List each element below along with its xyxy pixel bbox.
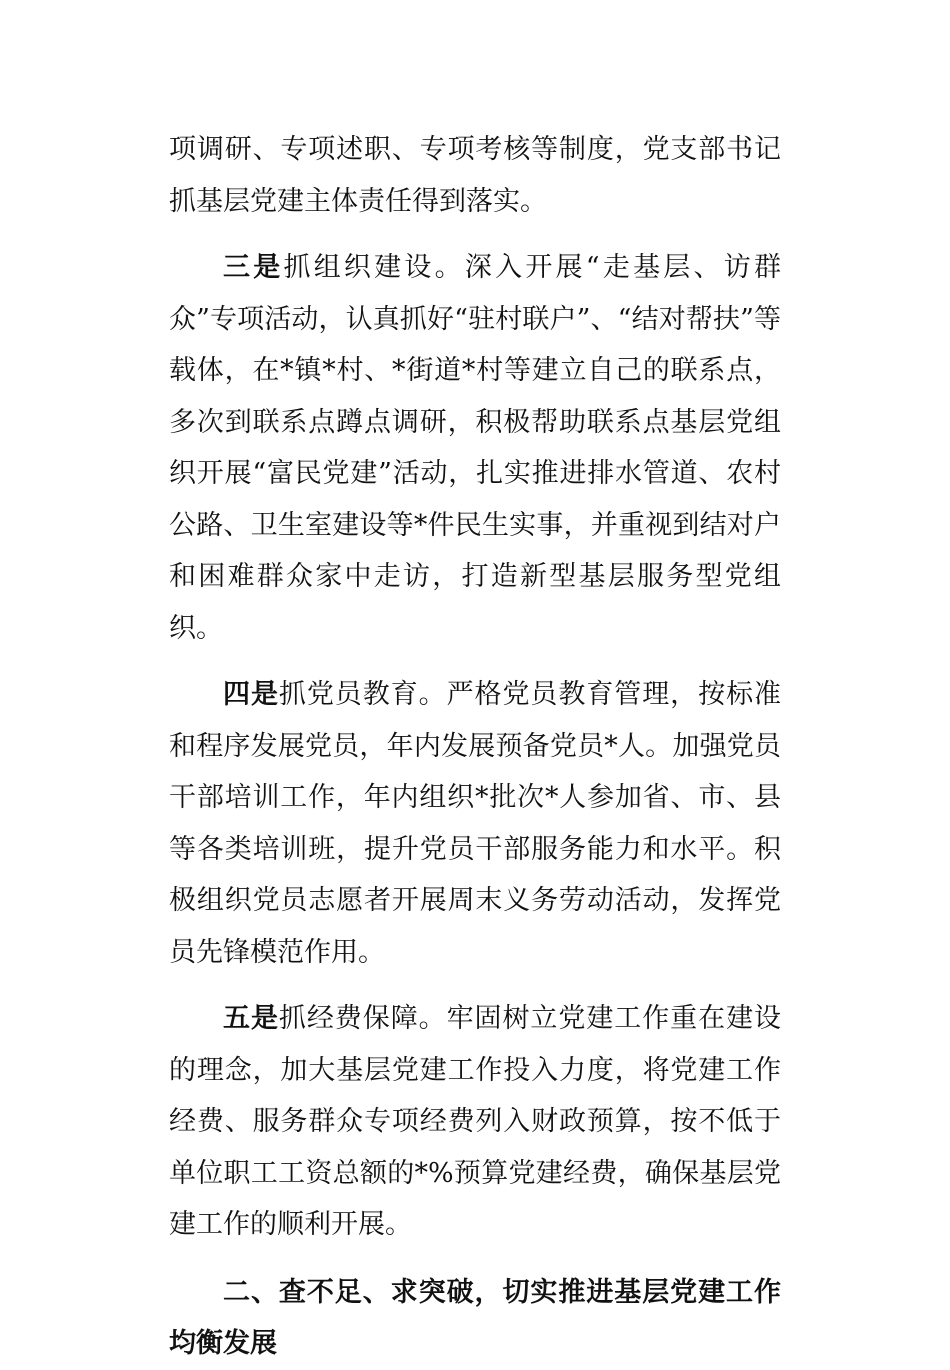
paragraph-funding-guarantee [169, 993, 781, 1251]
document-body [169, 124, 781, 1370]
paragraph-text: 抓党员教育。严格党员教育管理，按标准和程序发展党员，年内发展预备党员*人。加强党员干部培训工作，年内组织*批次*人参加省、市、县等各类培训班，提升党员干部服务能力和水平。积极组织党员志愿者开展周末义务劳动活动，发挥党员先锋模范作用。 [169, 679, 782, 968]
section-heading: 二、查不足、求突破，切实推进基层党建工作均衡发展 [169, 1276, 781, 1359]
paragraph-organization-building [169, 242, 781, 654]
paragraph-text: 抓经费保障。牢固树立党建工作重在建设的理念，加大基层党建工作投入力度，将党建工作经费、服务群众专项经费列入财政预算，按不低于单位职工工资总额的*%预算党建经费，确保基层党建工作的顺利开展。 [169, 1003, 782, 1240]
paragraph-lead: 五是 [223, 1003, 279, 1034]
paragraph-lead: 四是 [223, 679, 279, 710]
paragraph-member-education [169, 669, 781, 978]
paragraph-text: 抓组织建设。深入开展“走基层、访群众”专项活动，认真抓好“驻村联户”、“结对帮扶”等载体，在*镇*村、*街道*村等建立自己的联系点，多次到联系点蹲点调研，积极帮助联系点基层党组织开展“富民党建”活动，扎实推进排水管道、农村公路、卫生室建设等*件民生实事，并重视到结对户和困难群众家中走访，打造新型基层服务型党组织。 [169, 252, 781, 644]
paragraph-text: 项调研、专项述职、专项考核等制度，党支部书记抓基层党建主体责任得到落实。 [169, 134, 781, 217]
paragraph-continuation [169, 124, 781, 227]
paragraph-lead: 三是 [223, 252, 284, 283]
